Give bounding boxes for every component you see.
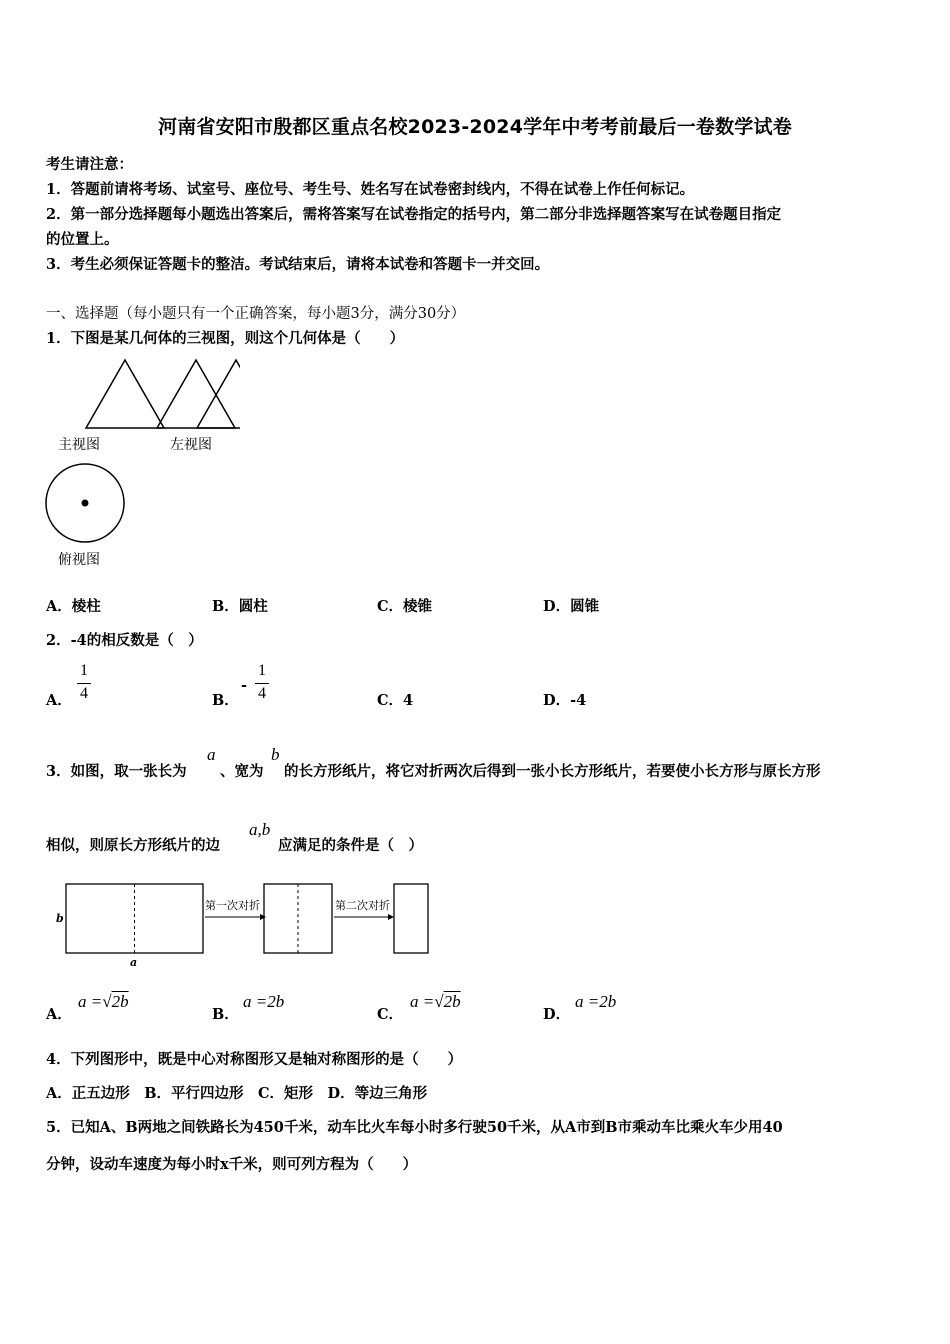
question-5-line2: 分钟，设动车速度为每小时x千米，则可列方程为（ ） [46, 1156, 418, 1173]
question-1-stem: 1．下图是某几何体的三视图，则这个几何体是（ ） [46, 330, 405, 347]
q3-option-d-expr: a =2b [575, 992, 617, 1011]
caption-top-view: 俯视图 [58, 552, 100, 568]
q3-option-a-label: A． [46, 1006, 72, 1023]
notice-item: 3．考生必须保证答题卡的整洁。考试结束后，请将本试卷和答题卡一并交回。 [46, 256, 550, 273]
q2-option-d: D．-4 [543, 692, 587, 709]
arrow-2-head [388, 914, 394, 920]
expr-rhs: 2b [111, 992, 129, 1011]
q3-option-a-expr [78, 992, 129, 1012]
question-5-line1: 5．已知A、B两地之间铁路长为450千米，动车比火车每小时多行驶50千米，从A市到B市乘动车比乘火车少用40 [46, 1119, 783, 1136]
expr-lhs: a = [410, 992, 435, 1011]
q3-option-b-expr: a =2b [243, 992, 285, 1011]
q2-b-minus: - [241, 677, 248, 694]
q3-text-part3: 的长方形纸片，将它对折两次后得到一张小长方形纸片，若要使小长方形与原长方形 [284, 763, 821, 780]
notice-item: 的位置上。 [46, 231, 119, 248]
q2-option-c: C．4 [377, 692, 414, 709]
sqrt-symbol: √ [102, 992, 112, 1011]
q1-option-c: C．棱锥 [377, 598, 433, 615]
caption-side-view: 左视图 [170, 437, 212, 453]
notice-item: 1．答题前请将考场、试室号、座位号、考生号、姓名写在试卷密封线内，不得在试卷上作任何标记。 [46, 181, 695, 198]
question-4-stem: 4．下列图形中，既是中心对称图形又是轴对称图形的是（ ） [46, 1051, 463, 1068]
folded-twice-rectangle [394, 884, 428, 953]
fig-label-a: a [130, 956, 138, 969]
q3-text-part5: 应满足的条件是（ ） [278, 837, 423, 854]
side-view-triangle-shape [157, 360, 235, 428]
side-view-figure [150, 355, 250, 435]
q1-option-a: A．棱柱 [46, 598, 101, 615]
q3-var-b: b [271, 745, 280, 764]
fraction-bar [77, 683, 91, 684]
folding-figure [50, 876, 440, 976]
notice-item: 2．第一部分选择题每小题选出答案后，需将答案写在试卷指定的括号内，第二部分非选择题答案写在试卷题目指定 [46, 206, 782, 223]
question-2-stem: 2．-4的相反数是（ ） [46, 632, 203, 649]
q3-option-c-expr [410, 992, 461, 1012]
q2-a-fraction [77, 662, 91, 703]
page-title: 河南省安阳市殷都区重点名校2023-2024学年中考考前最后一卷数学试卷 [158, 116, 792, 138]
expr-rhs: 2b [443, 992, 461, 1011]
q3-var-ab: a,b [249, 820, 271, 839]
q2-b-fraction [255, 662, 269, 703]
fraction-numerator: 1 [80, 662, 88, 679]
fig-fold1-label: 第一次对折 [205, 899, 260, 912]
fraction-denominator: 4 [80, 685, 88, 702]
expr-lhs: a = [78, 992, 103, 1011]
q3-var-a: a [207, 745, 216, 764]
fraction-bar [255, 683, 269, 684]
q1-option-b: B．圆柱 [212, 598, 268, 615]
q3-text-part1: 3．如图，取一张长为 [46, 763, 187, 780]
arrow-1-head [260, 914, 266, 920]
q3-text-part4: 相似，则原长方形纸片的边 [46, 837, 220, 854]
top-view-dot [82, 500, 89, 507]
q3-option-c-label: C． [377, 1006, 404, 1023]
fig-fold2-label: 第二次对折 [335, 899, 390, 912]
original-rectangle [66, 884, 203, 953]
q1-option-d: D．圆锥 [543, 598, 600, 615]
q2-option-b: B． [212, 692, 239, 709]
caption-front-view: 主视图 [58, 437, 100, 453]
q3-text-part2: 、宽为 [220, 763, 264, 780]
q2-option-a: A． [46, 692, 72, 709]
sqrt-symbol: √ [434, 992, 444, 1011]
folded-once-rectangle [264, 884, 332, 953]
q3-option-d-label: D． [543, 1006, 571, 1023]
q3-option-b-label: B． [212, 1006, 239, 1023]
fraction-numerator: 1 [258, 662, 266, 679]
notice-heading: 考生请注意： [46, 156, 133, 173]
section-heading: 一、选择题（每小题只有一个正确答案，每小题3分，满分30分） [46, 306, 466, 322]
fig-label-b: b [56, 912, 64, 925]
fraction-denominator: 4 [258, 685, 266, 702]
q4-options: A．正五边形 B．平行四边形 C．矩形 D．等边三角形 [46, 1085, 428, 1102]
